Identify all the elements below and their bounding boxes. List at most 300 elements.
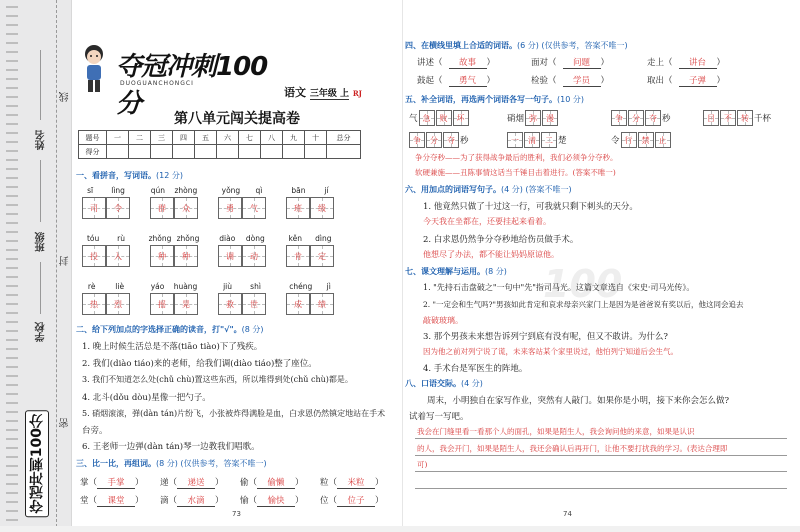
s8-answer: 可) bbox=[417, 460, 428, 469]
writing-cell[interactable] bbox=[286, 245, 310, 267]
s7-line: 1. "先持石击盘破之"一句中"先"指司马光。这篇文章选自《宋史·司马光传》。 bbox=[423, 283, 695, 292]
compare-item: 粒（ 米粒 ） bbox=[320, 478, 384, 488]
answer-char: 调 bbox=[226, 251, 234, 261]
score-cell[interactable] bbox=[261, 145, 283, 159]
idiom-cell[interactable] bbox=[409, 132, 425, 148]
writing-cell[interactable] bbox=[82, 197, 106, 219]
score-cell[interactable] bbox=[327, 145, 361, 159]
right-page bbox=[402, 0, 800, 532]
idiom-char: 转 bbox=[741, 113, 749, 123]
fill-in-answer[interactable]: 问题 bbox=[563, 56, 601, 69]
idiom-char: 弥 bbox=[529, 113, 538, 123]
idiom-cell[interactable] bbox=[611, 110, 627, 126]
idiom-cell[interactable] bbox=[737, 110, 753, 126]
answer-char: 定 bbox=[318, 251, 326, 261]
fill-in-answer[interactable]: 故事 bbox=[449, 56, 487, 69]
tianzige-box bbox=[78, 293, 134, 315]
fill-in-word: 鼓起 bbox=[417, 76, 435, 86]
watermark: 100 bbox=[543, 262, 623, 306]
answer-rule bbox=[415, 471, 787, 472]
answer-char: 级 bbox=[318, 203, 326, 213]
answer-char: 班 bbox=[294, 203, 302, 213]
tianzige-box bbox=[282, 245, 338, 267]
writing-cell[interactable] bbox=[286, 197, 310, 219]
score-header-cell: 三 bbox=[151, 131, 173, 145]
s2-line: 2. 我们(diào tiáo)来的老师，给我们调(diào tiáo)整了座位。 bbox=[82, 359, 317, 369]
pinyin-syllable: lìng bbox=[111, 186, 125, 195]
compare-answer[interactable]: 偷懒 bbox=[257, 476, 295, 489]
section-4-heading bbox=[405, 40, 628, 51]
idiom-char: 止 bbox=[658, 135, 667, 145]
pinyin-text bbox=[146, 282, 202, 291]
s5-answer: 软硬兼施——丑陈事情这话当千锤目击着进行。(答案不唯一) bbox=[415, 168, 616, 177]
tianzige-box bbox=[282, 197, 338, 219]
score-header-row bbox=[79, 131, 361, 145]
answer-char: 气 bbox=[250, 203, 258, 213]
writing-cell[interactable] bbox=[242, 245, 266, 267]
brand-pinyin: DUOGUANCHONGCI bbox=[120, 80, 194, 87]
score-header-cell: 十 bbox=[305, 131, 327, 145]
writing-cell[interactable] bbox=[218, 293, 242, 315]
compare-answer[interactable]: 手掌 bbox=[97, 476, 135, 489]
s8-answer: 的人，我会开门，如果是陌生人，我还会确认后再开门，让他不要打扰我的学习。(表达合理即 bbox=[417, 444, 728, 453]
pinyin-syllable: liè bbox=[115, 282, 125, 291]
s6-answer: 他想尽了办法，都不能让妈妈原谅他。 bbox=[423, 250, 559, 259]
fill-in-word: 走上 bbox=[647, 58, 665, 68]
pinyin-syllable: rè bbox=[87, 282, 96, 291]
idiom-char: 争 bbox=[615, 113, 623, 123]
idiom-cell[interactable] bbox=[419, 110, 435, 126]
idiom-prefix: 硝烟 bbox=[507, 114, 525, 124]
fill-in-item: 走上（ 讲台 ） bbox=[647, 58, 726, 68]
writing-cell[interactable] bbox=[218, 245, 242, 267]
score-cell[interactable] bbox=[129, 145, 151, 159]
s7-line: 4. 手术台是军医生的阵地。 bbox=[423, 364, 528, 374]
idiom-item bbox=[611, 110, 671, 126]
pinyin-syllable: huàng bbox=[173, 282, 198, 291]
section-4-title: 四、在横线里填上合适的词语。 bbox=[405, 41, 517, 50]
pinyin-syllable: qì bbox=[255, 186, 263, 195]
page-bottom-edge bbox=[0, 526, 800, 532]
section-3-title: 三、比一比，再组词。 bbox=[76, 459, 156, 468]
compare-answer[interactable]: 位子 bbox=[337, 494, 375, 507]
pinyin-syllable: yáo bbox=[150, 282, 165, 291]
section-8-heading bbox=[405, 378, 483, 389]
idiom-char: 清 bbox=[528, 135, 536, 145]
idiom-item bbox=[409, 132, 469, 148]
left-page bbox=[72, 0, 402, 532]
pinyin-item bbox=[146, 234, 202, 267]
idiom-char: 分 bbox=[430, 135, 438, 145]
pinyin-text bbox=[146, 186, 202, 195]
writing-cell[interactable] bbox=[174, 293, 198, 315]
idiom-char: 漫 bbox=[546, 113, 555, 123]
mascot-icon bbox=[80, 42, 108, 94]
s8-answer: 我会在门缝里看一看那个人的面孔，如果是陌生人，我会询问他的来意，如果是认识 bbox=[417, 427, 695, 436]
idiom-suffix: 楚 bbox=[558, 136, 567, 146]
score-table bbox=[78, 130, 361, 159]
fill-in-item: 讲述（ 故事 ） bbox=[417, 58, 496, 68]
fill-in-item: 面对（ 问题 ） bbox=[531, 58, 610, 68]
idiom-cell[interactable] bbox=[453, 110, 469, 126]
writing-cell[interactable] bbox=[106, 293, 130, 315]
section-5-heading bbox=[405, 94, 584, 105]
compare-char: 递 bbox=[160, 478, 169, 488]
binding-spine bbox=[0, 0, 72, 532]
score-cell[interactable] bbox=[195, 145, 217, 159]
section-6-heading bbox=[405, 184, 572, 195]
pinyin-syllable: jì bbox=[326, 282, 331, 291]
score-header-cell: 五 bbox=[195, 131, 217, 145]
writing-cell[interactable] bbox=[242, 197, 266, 219]
pinyin-item bbox=[282, 186, 338, 219]
section-6-note: (4 分) (答案不唯一) bbox=[501, 185, 572, 194]
section-8-title: 八、口语交际。 bbox=[405, 379, 461, 388]
cut-mark-seal: 封 bbox=[60, 256, 71, 266]
answer-char: 种 bbox=[182, 251, 190, 261]
score-header-cell: 四 bbox=[173, 131, 195, 145]
idiom-cell[interactable] bbox=[542, 110, 558, 126]
section-1-title: 一、看拼音，写词语。 bbox=[76, 171, 156, 180]
writing-cell[interactable] bbox=[106, 245, 130, 267]
section-3-note: (8 分) (仅供参考，答案不唯一) bbox=[156, 459, 267, 468]
fill-in-word: 检验 bbox=[531, 76, 549, 86]
page-number-right: 74 bbox=[563, 510, 572, 518]
pinyin-syllable: chéng bbox=[289, 282, 313, 291]
idiom-item bbox=[507, 132, 567, 148]
section-2-note: (8 分) bbox=[241, 325, 264, 334]
compare-answer[interactable]: 米粒 bbox=[337, 476, 375, 489]
tianzige-box bbox=[282, 293, 338, 315]
idiom-char: 争 bbox=[413, 135, 421, 145]
pinyin-syllable: rù bbox=[117, 234, 126, 243]
pinyin-text bbox=[214, 282, 270, 291]
idiom-char: 禁 bbox=[641, 135, 650, 145]
section-7-title: 七、课文理解与运用。 bbox=[405, 267, 485, 276]
score-header-cell: 二 bbox=[129, 131, 151, 145]
pinyin-item bbox=[282, 282, 338, 315]
compare-char: 粒 bbox=[320, 478, 329, 488]
compare-answer[interactable]: 水滴 bbox=[177, 494, 215, 507]
pinyin-syllable: zhòng bbox=[174, 186, 198, 195]
idiom-prefix: 令 bbox=[611, 136, 620, 146]
pinyin-item bbox=[78, 282, 134, 315]
fill-in-word: 取出 bbox=[647, 76, 665, 86]
idiom-item bbox=[507, 110, 558, 126]
s2-line: 4. 北斗(dǒu dòu)星像一把勺子。 bbox=[82, 393, 211, 403]
s7-answer: 敲破玻璃。 bbox=[423, 316, 463, 325]
pinyin-item bbox=[146, 186, 202, 219]
pinyin-text bbox=[78, 282, 134, 291]
writing-cell[interactable] bbox=[106, 197, 130, 219]
page-number-left: 73 bbox=[232, 510, 241, 518]
score-cell[interactable] bbox=[305, 145, 327, 159]
idiom-cell[interactable] bbox=[655, 132, 671, 148]
s6-answer: 今天我在坐都在，还要挂起来看着。 bbox=[423, 217, 551, 226]
compare-char: 偷 bbox=[240, 478, 249, 488]
writing-cell[interactable] bbox=[174, 245, 198, 267]
score-header-cell: 总分 bbox=[327, 131, 361, 145]
idiom-char: 急 bbox=[422, 113, 431, 123]
pinyin-syllable: jí bbox=[324, 186, 329, 195]
tianzige-box bbox=[78, 197, 134, 219]
fill-in-answer[interactable]: 学员 bbox=[563, 74, 601, 87]
s7-line: 3. 那个男孩未来想告诉列宁到底有没有呢，但又不敢讲。为什么? bbox=[423, 332, 668, 342]
idiom-char: 败 bbox=[439, 113, 448, 123]
section-5-title: 五、补全词语，再选两个词语各写一句子。 bbox=[405, 95, 557, 104]
section-1-note: (12 分) bbox=[156, 171, 183, 180]
s5-answer: 争分夺秒——为了获得战争最后的胜利，我们必须争分夺秒。 bbox=[415, 153, 618, 162]
idiom-suffix: 秒 bbox=[460, 136, 469, 146]
section-2-title: 二、给下列加点的字选择正确的读音，打"√"。 bbox=[76, 325, 242, 334]
fill-in-answer[interactable]: 子弹 bbox=[679, 74, 717, 87]
fill-in-word: 讲述 bbox=[417, 58, 435, 68]
idiom-char: 目 bbox=[707, 113, 715, 123]
score-value-row bbox=[79, 145, 361, 159]
score-cell[interactable] bbox=[107, 145, 129, 159]
pinyin-syllable: yǒng bbox=[221, 186, 241, 195]
answer-rule bbox=[415, 488, 787, 489]
compare-char: 堂 bbox=[80, 496, 89, 506]
idiom-char: 二 bbox=[545, 135, 553, 145]
subject-grade: 三年级 上 bbox=[309, 89, 349, 99]
score-header-cell: 六 bbox=[217, 131, 239, 145]
s8-line: 周末，小明独自在家写作业，突然有人敲门。如果你是小明，接下来你会怎么做? bbox=[427, 396, 730, 406]
pinyin-item bbox=[214, 282, 270, 315]
idiom-char: 坏 bbox=[456, 113, 465, 123]
s2-line: 台旁。 bbox=[82, 426, 108, 436]
compare-char: 愉 bbox=[240, 496, 249, 506]
tianzige-box bbox=[214, 293, 270, 315]
pinyin-item bbox=[146, 282, 202, 315]
answer-char: 众 bbox=[182, 203, 190, 213]
answer-char: 晃 bbox=[182, 299, 190, 309]
s6-line: 2. 白求恩仍然争分夺秒地给伤员做手术。 bbox=[423, 235, 579, 245]
writing-cell[interactable] bbox=[150, 293, 174, 315]
pinyin-text bbox=[282, 282, 338, 291]
tianzige-box bbox=[146, 245, 202, 267]
pinyin-syllable: sī bbox=[87, 186, 94, 195]
cut-line bbox=[56, 0, 57, 532]
pinyin-text bbox=[78, 234, 134, 243]
answer-char: 群 bbox=[158, 203, 166, 213]
compare-item: 滴（ 水滴 ） bbox=[160, 496, 224, 506]
idiom-item bbox=[703, 110, 771, 126]
class-label: 班级 bbox=[36, 232, 47, 252]
writing-cell[interactable] bbox=[286, 293, 310, 315]
answer-char: 世 bbox=[250, 299, 258, 309]
score-header-cell: 八 bbox=[261, 131, 283, 145]
tianzige-box bbox=[146, 293, 202, 315]
idiom-cell[interactable] bbox=[621, 132, 637, 148]
answer-char: 肯 bbox=[294, 251, 302, 261]
fill-in-word: 面对 bbox=[531, 58, 549, 68]
idiom-prefix: 气 bbox=[409, 114, 418, 124]
score-header-cell: 九 bbox=[283, 131, 305, 145]
score-header-cell: 一 bbox=[107, 131, 129, 145]
cut-mark-dense: 密 bbox=[60, 418, 71, 428]
pinyin-syllable: dòng bbox=[245, 234, 265, 243]
answer-char: 司 bbox=[90, 203, 98, 213]
fill-in-answer[interactable]: 讲台 bbox=[679, 56, 717, 69]
compare-item: 偷（ 偷懒 ） bbox=[240, 478, 304, 488]
fill-in-item: 鼓起（ 勇气 ） bbox=[417, 76, 496, 86]
idiom-item bbox=[611, 132, 671, 148]
s7-answer: 因为他之前对列宁说了谎，未来客站某个家里说过，他怕列宁知道后会生气。 bbox=[423, 347, 678, 356]
brand-title: 夺冠冲刺100分 bbox=[116, 52, 268, 119]
s8-line: 试着写一写吧。 bbox=[409, 412, 469, 422]
idiom-char: 行 bbox=[624, 135, 633, 145]
idiom-suffix: 千杯 bbox=[754, 114, 772, 124]
exam-title: 第八单元闯关提高卷 bbox=[174, 111, 300, 127]
idiom-char: 一 bbox=[511, 135, 519, 145]
spine-logo: 夺冠冲刺100分 bbox=[25, 410, 49, 517]
score-cell[interactable] bbox=[217, 145, 239, 159]
answer-char: 热 bbox=[90, 299, 98, 309]
compare-char: 掌 bbox=[80, 478, 89, 488]
name-label: 姓名 bbox=[36, 130, 47, 150]
idiom-suffix: 秒 bbox=[662, 114, 671, 124]
section-5-note: (10 分) bbox=[557, 95, 584, 104]
section-2-heading bbox=[76, 324, 264, 335]
pinyin-item bbox=[78, 234, 134, 267]
compare-answer[interactable]: 递送 bbox=[177, 476, 215, 489]
answer-char: 绩 bbox=[318, 299, 326, 309]
pinyin-syllable: shì bbox=[250, 282, 261, 291]
compare-item: 掌（ 手掌 ） bbox=[80, 478, 144, 488]
writing-cell[interactable] bbox=[150, 245, 174, 267]
fill-in-item: 取出（ 子弹 ） bbox=[647, 76, 726, 86]
pinyin-text bbox=[78, 186, 134, 195]
idiom-cell[interactable] bbox=[443, 132, 459, 148]
pinyin-syllable: qún bbox=[150, 186, 165, 195]
pinyin-item bbox=[214, 234, 270, 267]
section-6-title: 六、用加点的词语写句子。 bbox=[405, 185, 501, 194]
subject-name: 语文 bbox=[284, 86, 306, 99]
writing-cell[interactable] bbox=[82, 245, 106, 267]
score-cell[interactable] bbox=[173, 145, 195, 159]
idiom-cell[interactable] bbox=[426, 132, 442, 148]
idiom-char: 夺 bbox=[447, 135, 455, 145]
pinyin-syllable: kěn bbox=[288, 234, 302, 243]
section-7-note: (8 分) bbox=[485, 267, 507, 276]
writing-cell[interactable] bbox=[82, 293, 106, 315]
idiom-char: 不 bbox=[724, 113, 732, 123]
answer-rule bbox=[415, 455, 787, 456]
pinyin-item bbox=[78, 186, 134, 219]
writing-cell[interactable] bbox=[310, 245, 334, 267]
compare-char: 位 bbox=[320, 496, 329, 506]
idiom-cell[interactable] bbox=[524, 132, 540, 148]
section-4-note: (6 分) (仅供参考，答案不唯一) bbox=[517, 41, 628, 50]
section-1-heading bbox=[76, 170, 183, 181]
tianzige-box bbox=[214, 245, 270, 267]
idiom-cell[interactable] bbox=[541, 132, 557, 148]
pinyin-text bbox=[146, 234, 202, 243]
s7-line: 2. "一定会和生气吗?"男孩如此肯定和哀求母亲兴家门上是因为是爸爸说有奖以后，他这同会追去 bbox=[423, 300, 744, 309]
subject-label bbox=[284, 84, 362, 100]
school-line bbox=[40, 262, 41, 314]
idiom-cell[interactable] bbox=[645, 110, 661, 126]
answer-char: 动 bbox=[250, 251, 258, 261]
writing-cell[interactable] bbox=[310, 293, 334, 315]
score-cell[interactable] bbox=[239, 145, 261, 159]
idiom-cell[interactable] bbox=[720, 110, 736, 126]
score-header-cell: 七 bbox=[239, 131, 261, 145]
writing-cell[interactable] bbox=[242, 293, 266, 315]
idiom-cell[interactable] bbox=[638, 132, 654, 148]
answer-char: 投 bbox=[90, 251, 98, 261]
answer-char: 入 bbox=[114, 251, 122, 261]
compare-item: 位（ 位子 ） bbox=[320, 496, 384, 506]
pinyin-text bbox=[282, 186, 338, 195]
writing-cell[interactable] bbox=[218, 197, 242, 219]
pinyin-syllable: bān bbox=[291, 186, 306, 195]
s2-line: 3. 我们不知道怎么处(chǔ chù)置这些东西，所以堆得到处(chǔ chù)都是。 bbox=[82, 375, 353, 384]
tianzige-box bbox=[214, 197, 270, 219]
class-line bbox=[40, 160, 41, 222]
s2-line: 6. 王老师一边弹(dàn tán)琴一边教我们唱歌。 bbox=[82, 442, 260, 452]
section-3-heading bbox=[76, 458, 267, 469]
pinyin-syllable: dìng bbox=[315, 234, 332, 243]
idiom-char: 分 bbox=[632, 113, 640, 123]
pinyin-syllable: jiù bbox=[223, 282, 232, 291]
brand-header bbox=[80, 42, 280, 119]
section-7-heading bbox=[405, 266, 507, 277]
writing-cell[interactable] bbox=[310, 197, 334, 219]
cut-mark-line: 线 bbox=[60, 92, 71, 102]
score-cell[interactable] bbox=[151, 145, 173, 159]
idiom-cell[interactable] bbox=[628, 110, 644, 126]
pinyin-syllable: zhǒng bbox=[176, 234, 200, 243]
s6-line: 1. 他竟然只做了十过这一行，可我就只剩下刺头的天分。 bbox=[423, 202, 638, 212]
fill-in-answer[interactable]: 勇气 bbox=[449, 74, 487, 87]
binding-holes bbox=[6, 6, 18, 526]
answer-char: 勇 bbox=[226, 203, 234, 213]
fill-in-item: 检验（ 学员 ） bbox=[531, 76, 610, 86]
idiom-cell[interactable] bbox=[525, 110, 541, 126]
compare-item: 堂（ 课堂 ） bbox=[80, 496, 144, 506]
score-cell[interactable] bbox=[283, 145, 305, 159]
name-line bbox=[40, 50, 41, 120]
pinyin-syllable: zhǒng bbox=[148, 234, 172, 243]
compare-item: 递（ 递送 ） bbox=[160, 478, 224, 488]
school-label: 学校 bbox=[36, 322, 47, 342]
subject-edition: RJ bbox=[352, 89, 362, 98]
answer-char: 令 bbox=[114, 203, 122, 213]
pinyin-text bbox=[282, 234, 338, 243]
pinyin-syllable: diào bbox=[219, 234, 236, 243]
compare-item: 愉（ 愉快 ） bbox=[240, 496, 304, 506]
s2-line: 5. 硝烟滚滚，弹(dàn tán)片纷飞，小张被炸得满脸是血，白求恩仍然镇定地站在手术 bbox=[82, 409, 386, 418]
idiom-cell[interactable] bbox=[703, 110, 719, 126]
writing-cell[interactable] bbox=[174, 197, 198, 219]
score-row-label: 得分 bbox=[79, 145, 107, 159]
idiom-char: 夺 bbox=[649, 113, 657, 123]
section-8-note: (4 分) bbox=[461, 379, 483, 388]
pinyin-item bbox=[214, 186, 270, 219]
answer-char: 救 bbox=[226, 299, 234, 309]
pinyin-syllable: tóu bbox=[86, 234, 100, 243]
writing-cell[interactable] bbox=[150, 197, 174, 219]
pinyin-item bbox=[282, 234, 338, 267]
pinyin-text bbox=[214, 186, 270, 195]
idiom-item bbox=[409, 110, 469, 126]
compare-answer[interactable]: 课堂 bbox=[97, 494, 135, 507]
idiom-cell[interactable] bbox=[507, 132, 523, 148]
idiom-cell[interactable] bbox=[436, 110, 452, 126]
compare-answer[interactable]: 愉快 bbox=[257, 494, 295, 507]
